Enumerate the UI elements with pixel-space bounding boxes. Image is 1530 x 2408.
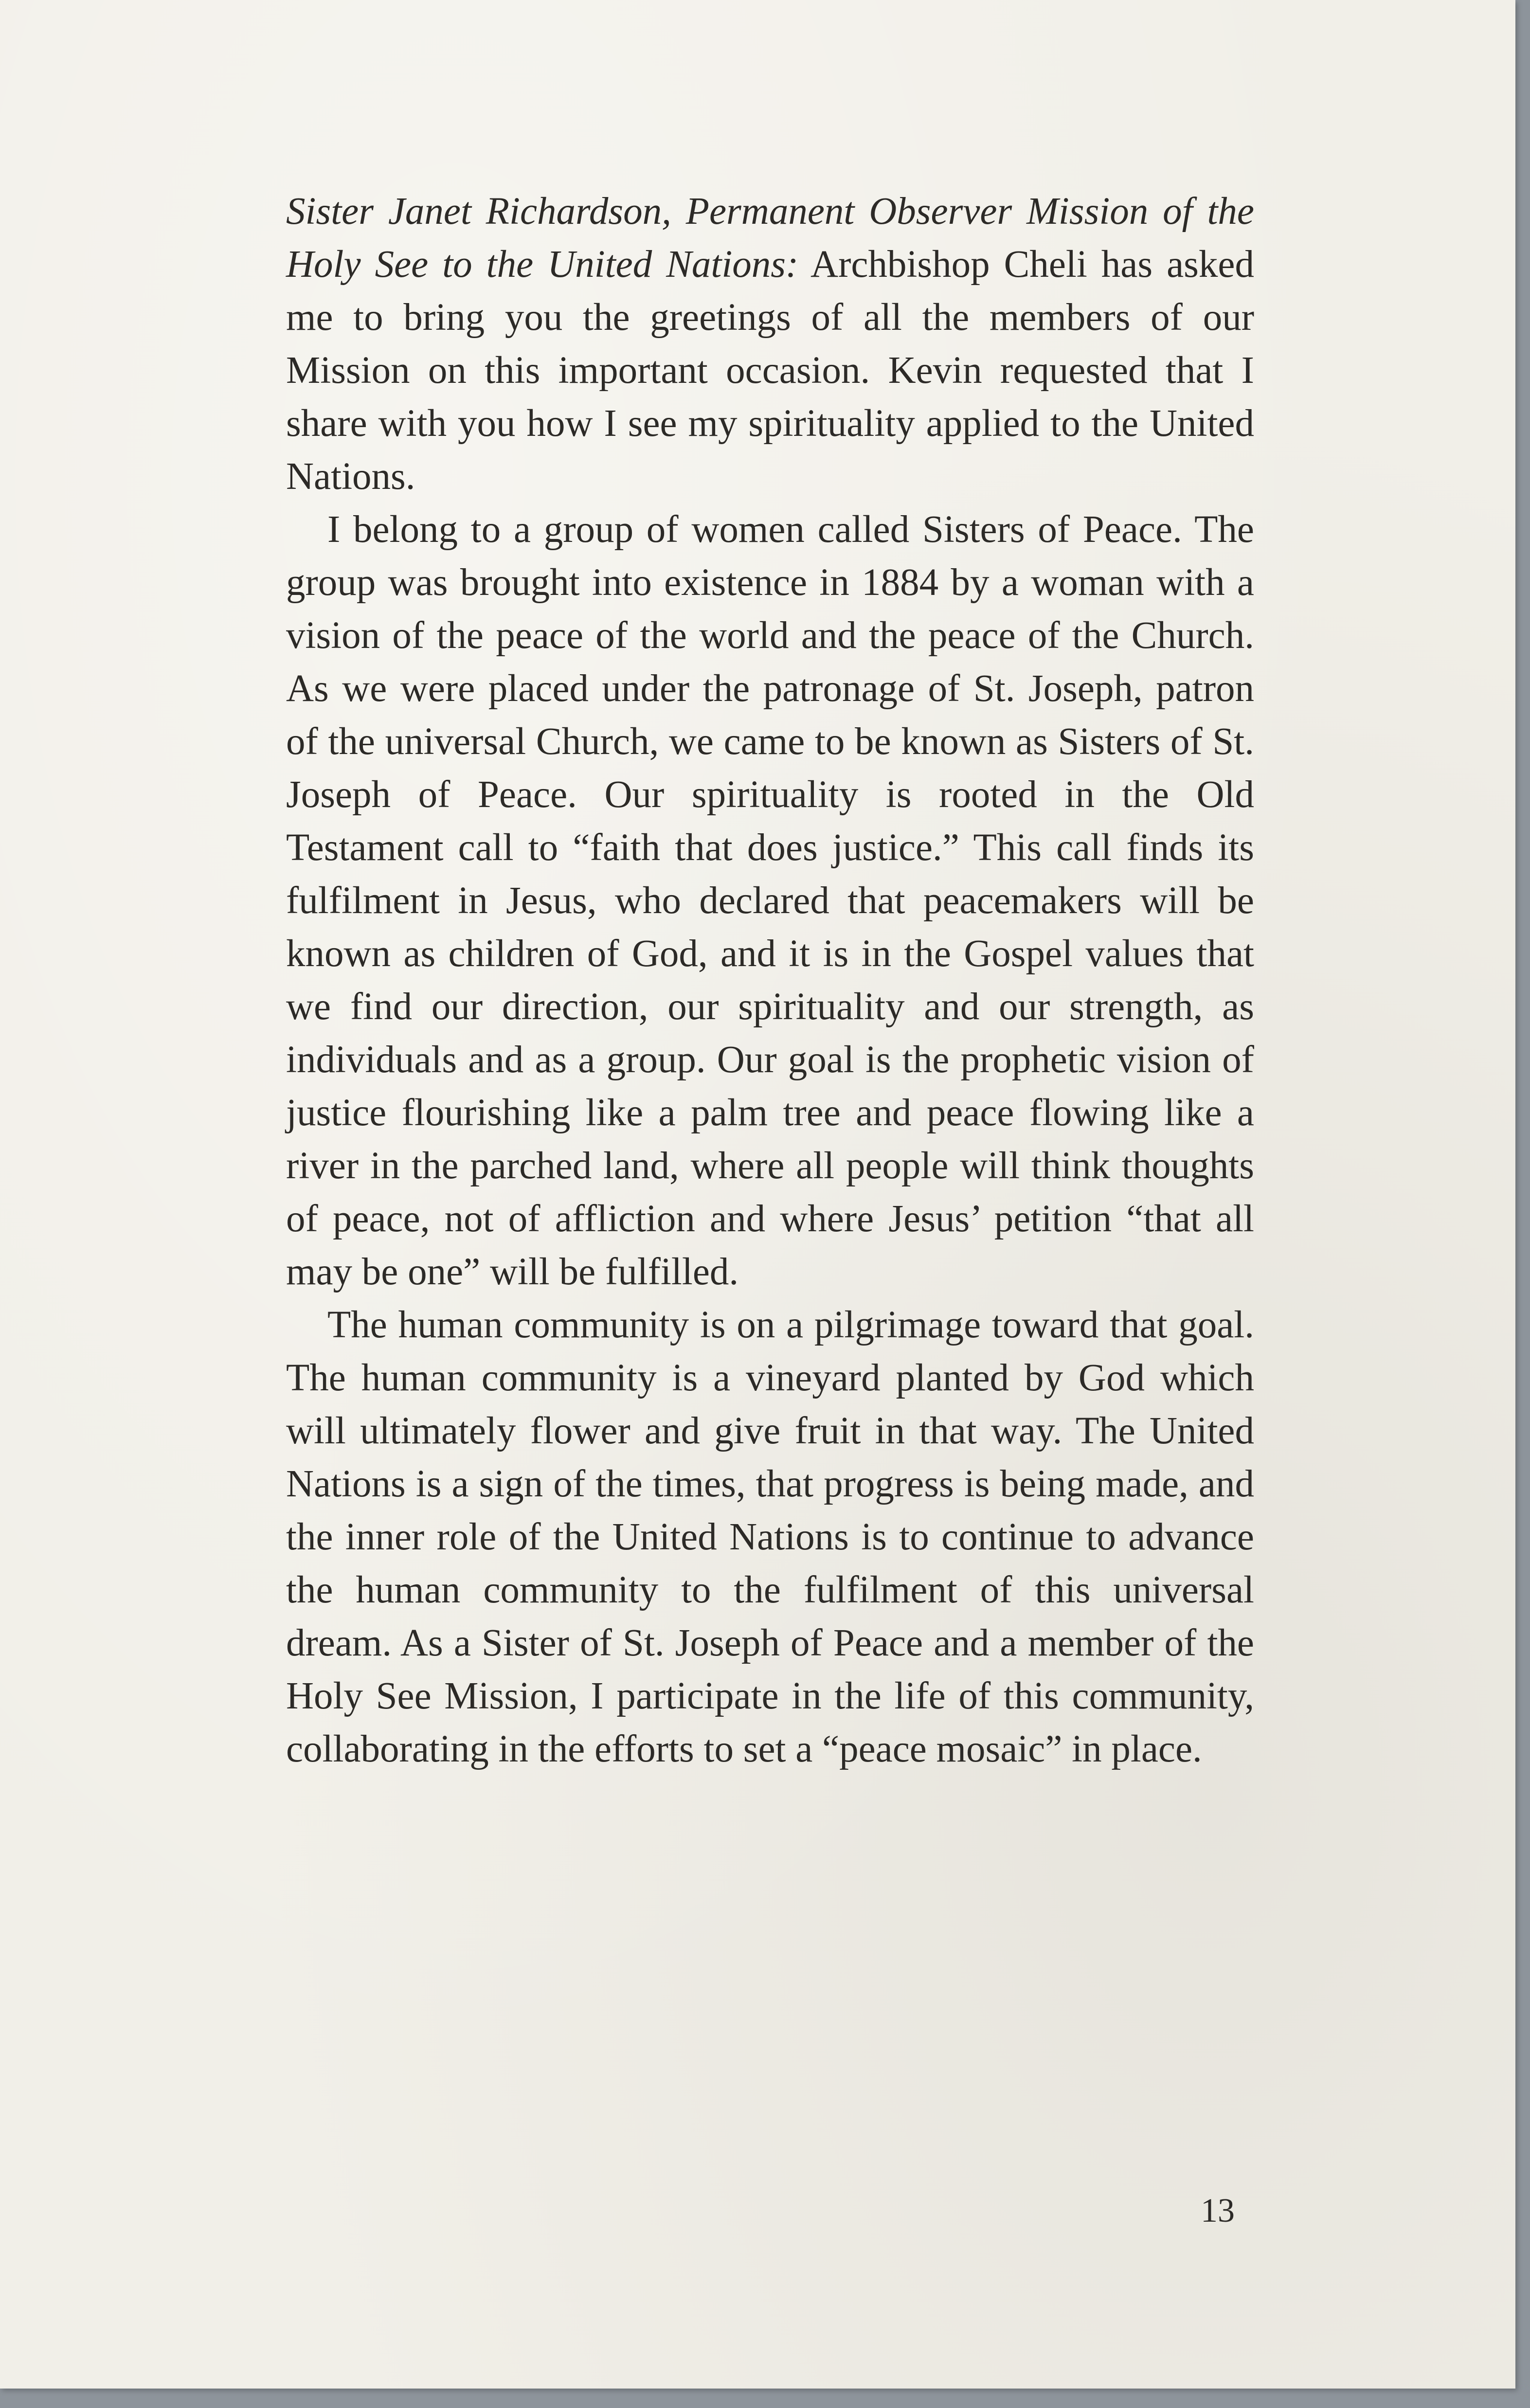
page-number: 13 bbox=[1201, 2192, 1235, 2229]
paragraph-1-text: Archbishop Cheli has asked me to bring you the greetings of all the members of our Mission on this important occasion. Kevin requested that I share with you how I see my spirituality applied to the United Nations. bbox=[286, 243, 1254, 498]
paragraph-1 bbox=[286, 185, 1254, 503]
paragraph-3: The human community is on a pilgrimage toward that goal. The human community is a vineyard planted by God which will ultimately flower and give fruit in that way. The United Nations is a sign of the times, that progress is being made, and the inner role of the United Nations is to continue to advance the human community to the fulfilment of this universal dream. As a Sister of St. Joseph of Peace and a member of the Holy See Mission, I participate in the life of this community, collaborating in the efforts to set a “peace mosaic” in place. bbox=[286, 1304, 1254, 1770]
paragraph-2: I belong to a group of women called Sisters of Peace. The group was brought into existence in 1884 by a woman with a vision of the peace of the world and the peace of the Church. As we were placed under the patronage of St. Joseph, patron of the universal Church, we came to be known as Sisters of St. Joseph of Peace. Our spirituality is rooted in the Old Testament call to “faith that does justice.” This call finds its fulfilment in Jesus, who declared that peacemakers will be known as children of God, and it is in the Gospel values that we find our direction, our spirituality and our strength, as individuals and as a group. Our goal is the prophetic vision of justice flourishing like a palm tree and peace flowing like a river in the parched land, where all people will think thoughts of peace, not of affliction and where Jesus’ petition “that all may be one” will be fulfilled. bbox=[286, 508, 1254, 1293]
body-text bbox=[286, 185, 1254, 1776]
speaker-attribution: Sister Janet Richardson, Permanent Observer Mission of the Holy See to the United Nations: bbox=[286, 190, 1254, 286]
